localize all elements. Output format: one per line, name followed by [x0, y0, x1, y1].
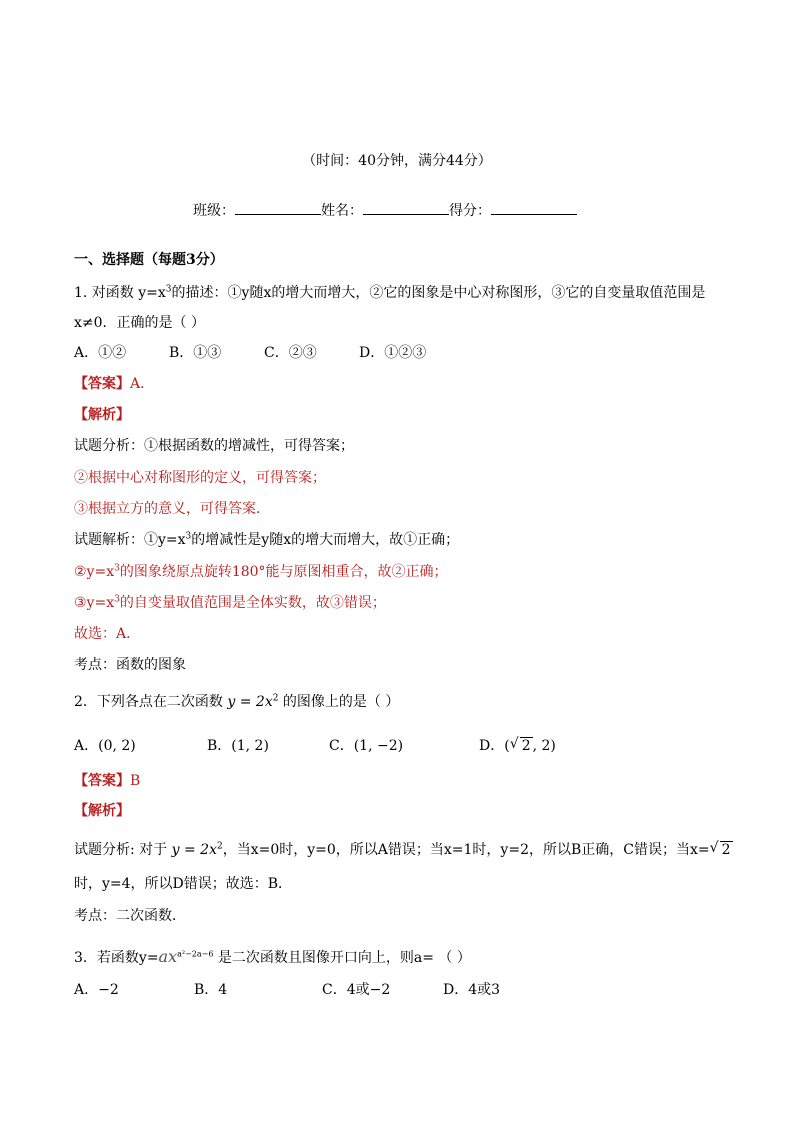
q1-analysis-1: 试题分析：①根据函数的增减性，可得答案； [74, 438, 354, 454]
q1-solution-1-pre: 试题解析：①y=x [74, 532, 186, 548]
q1-option-b: B．①③ [169, 345, 222, 361]
score-label: 得分： [449, 203, 491, 219]
q2-stem-function: y = 2x [227, 694, 273, 710]
q1-solution-1 [74, 530, 459, 550]
q1-answer [74, 374, 154, 394]
q3-stem-base: ax [158, 947, 178, 966]
q1-solution-3 [74, 593, 386, 613]
q3-stem [74, 947, 471, 968]
q2-analysis-tag: 【解析】 [74, 803, 130, 819]
q1-solution-2 [74, 562, 448, 582]
q2-analysis-2: 时，y=4，所以D错误；故选：B． [74, 876, 293, 892]
q2-option-b: B．(1, 2) [207, 738, 269, 754]
q1-choose: 故选：A． [74, 626, 141, 642]
q1-analysis-tag: 【解析】 [74, 407, 130, 423]
q1-stem-pre: 1. 对函数 y=x [74, 285, 166, 301]
score-blank[interactable] [491, 200, 577, 215]
q2-option-d-pre: D．( [479, 738, 510, 754]
q1-stem-line1 [74, 283, 705, 303]
q2-analysis-1-pre: 试题分析: 对于 [74, 842, 168, 858]
q1-options [74, 343, 426, 363]
class-label: 班级： [193, 203, 235, 219]
q2-option-d [479, 736, 556, 756]
q2-options [74, 736, 556, 756]
q2-option-d-post: , 2) [532, 738, 556, 754]
name-blank[interactable] [363, 200, 449, 215]
q2-answer-value: B [130, 773, 141, 789]
q2-point: 考点：二次函数． [74, 908, 186, 924]
q2-option-c: C．(1, −2) [329, 738, 404, 754]
q1-option-c: C．②③ [264, 345, 317, 361]
q1-solution-2-pre: ②y=x [74, 564, 115, 580]
q2-analysis-1-sqrt: √ 2 [709, 840, 731, 858]
q1-solution-3-post: 的自变量取值范围是全体实数，故③错误； [119, 595, 386, 611]
q3-stem-post: 是二次函数且图像开口向上，则a= （ ） [217, 950, 471, 966]
q1-stem-line2: x≠0．正确的是（ ） [74, 315, 205, 331]
q2-answer-tag: 【答案】 [74, 773, 130, 789]
q1-option-a: A．①② [74, 345, 127, 361]
q2-analysis-1-root: 2 [721, 842, 731, 858]
q2-option-a: A．(0, 2) [74, 738, 136, 754]
time-limit: （时间：40分钟，满分44分） [302, 153, 492, 169]
q1-solution-3-exp: 3 [114, 594, 120, 605]
name-label: 姓名： [321, 203, 363, 219]
q1-solution-2-exp: 3 [114, 563, 120, 574]
q2-option-d-sqrt: √ 2 [509, 736, 531, 754]
student-info-fields [193, 200, 577, 220]
q1-solution-1-exp: 3 [185, 531, 192, 542]
q1-point: 考点：函数的图象 [74, 657, 186, 673]
q2-answer [74, 771, 140, 791]
q3-option-d: D．4或3 [443, 982, 501, 998]
q3-stem-pre: 3．若函数y= [74, 950, 159, 966]
q2-option-d-root: 2 [521, 738, 531, 754]
q3-options [74, 980, 500, 1000]
q1-stem-post: 的描述：①y随x的增大而增大，②它的图象是中心对称图形，③它的自变量取值范围是 [171, 285, 706, 301]
q2-analysis-1-function: y = 2x [171, 842, 217, 858]
q1-solution-3-pre: ③y=x [74, 595, 115, 611]
q1-solution-1-post: 的增减性是y随x的增大而增大，故①正确； [191, 532, 460, 548]
q2-stem-exp: 2 [272, 693, 279, 704]
q1-solution-2-post: 的图象绕原点旋转180°能与原图相重合，故②正确； [119, 564, 448, 580]
q3-option-c: C．4或−2 [322, 982, 391, 998]
class-blank[interactable] [235, 200, 321, 215]
q1-stem-exp: 3 [165, 284, 172, 295]
q3-stem-exp: a²−2a−6 [177, 949, 214, 959]
q2-stem-post: 的图像上的是（ ） [282, 694, 400, 710]
q1-option-d: D．①②③ [359, 345, 427, 361]
section-title: 一、选择题（每题3分） [74, 252, 224, 268]
q1-answer-tag: 【答案】 [74, 376, 130, 392]
q1-analysis-2: ②根据中心对称图形的定义，可得答案； [74, 470, 326, 486]
q3-option-a: A．−2 [74, 982, 119, 998]
q2-stem-pre: 2．下列各点在二次函数 [74, 694, 223, 710]
q2-analysis-1-mid: ，当x=0时，y=0，所以A错误；当x=1时，y=2，所以B正确，C错误；当x= [222, 842, 710, 858]
q3-option-b: B．4 [194, 982, 228, 998]
q2-analysis-1-exp: 2 [216, 841, 223, 852]
q1-analysis-3: ③根据立方的意义，可得答案． [74, 501, 270, 517]
q2-stem [74, 692, 399, 712]
q1-answer-value: A． [130, 376, 155, 392]
q2-analysis-1 [74, 840, 733, 860]
